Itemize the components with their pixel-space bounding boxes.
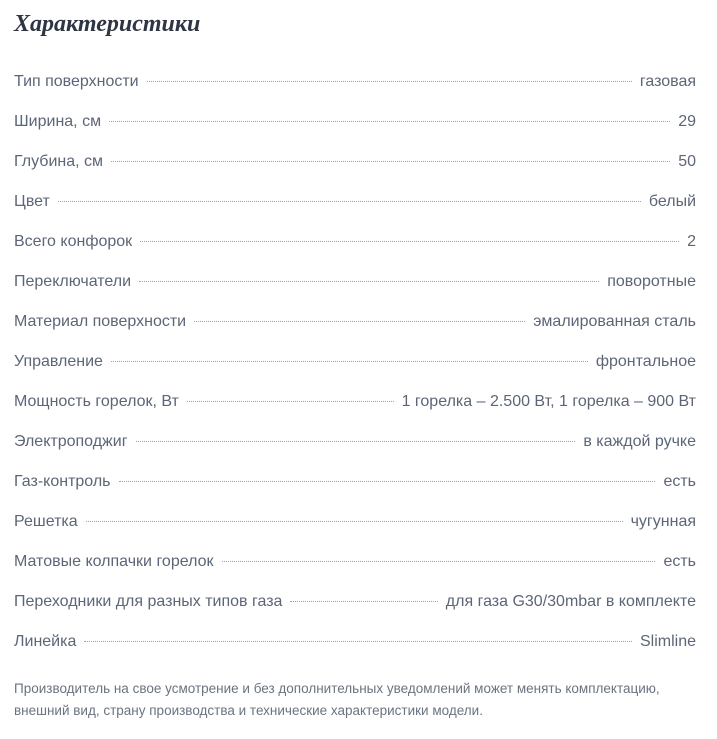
spec-value: в каждой ручке [583, 433, 696, 450]
spec-value: 2 [687, 233, 696, 250]
spec-label: Линейка [14, 633, 77, 650]
spec-value: чугунная [630, 513, 696, 530]
spec-row [14, 142, 696, 182]
dotted-leader [187, 401, 394, 402]
spec-value: фронтальное [595, 353, 696, 370]
spec-row [14, 302, 696, 342]
disclaimer-note: Производитель на свое усмотрение и без дополнительных уведомлений может менять комплектацию, внешний вид, страну производства и технические характеристики модели. [14, 681, 660, 718]
spec-value: 50 [678, 153, 696, 170]
dotted-leader [290, 601, 437, 602]
spec-row [14, 182, 696, 222]
spec-label: Ширина, см [14, 113, 102, 130]
spec-label: Мощность горелок, Вт [14, 393, 179, 410]
spec-value: есть [663, 473, 696, 490]
spec-label: Управление [14, 353, 103, 370]
spec-label: Цвет [14, 193, 50, 210]
spec-label: Всего конфорок [14, 233, 133, 250]
spec-row [14, 342, 696, 382]
dotted-leader [136, 441, 576, 442]
spec-label: Глубина, см [14, 153, 104, 170]
spec-row [14, 382, 696, 422]
dotted-leader [84, 641, 632, 642]
spec-row [14, 222, 696, 262]
spec-row [14, 502, 696, 542]
spec-row [14, 62, 696, 102]
dotted-leader [58, 201, 641, 202]
spec-row [14, 422, 696, 462]
spec-value: 1 горелка – 2.500 Вт, 1 горелка – 900 Вт [401, 393, 696, 410]
spec-row [14, 622, 696, 662]
dotted-leader [139, 281, 599, 282]
spec-label: Тип поверхности [14, 73, 139, 90]
spec-label: Переключатели [14, 273, 132, 290]
dotted-leader [140, 241, 679, 242]
spec-label: Материал поверхности [14, 313, 187, 330]
spec-value: газовая [639, 73, 696, 90]
spec-row [14, 542, 696, 582]
spec-label: Газ-контроль [14, 473, 111, 490]
spec-row [14, 462, 696, 502]
dotted-leader [86, 521, 623, 522]
dotted-leader [109, 121, 670, 122]
spec-label: Матовые колпачки горелок [14, 553, 214, 570]
dotted-leader [194, 321, 525, 322]
spec-row [14, 102, 696, 142]
dotted-leader [222, 561, 656, 562]
spec-label: Решетка [14, 513, 78, 530]
spec-value: 29 [678, 113, 696, 130]
spec-value: есть [663, 553, 696, 570]
dotted-leader [147, 81, 632, 82]
spec-value: белый [648, 193, 696, 210]
spec-label: Электроподжиг [14, 433, 128, 450]
spec-value: Slimline [639, 633, 696, 650]
spec-row [14, 582, 696, 622]
spec-value: поворотные [607, 273, 696, 290]
section-heading: Характеристики [14, 11, 201, 37]
dotted-leader [111, 361, 588, 362]
spec-value: для газа G30/30mbar в комплекте [445, 593, 696, 610]
dotted-leader [119, 481, 656, 482]
spec-list [14, 62, 696, 662]
spec-value: эмалированная сталь [533, 313, 696, 330]
dotted-leader [111, 161, 670, 162]
spec-row [14, 262, 696, 302]
spec-label: Переходники для разных типов газа [14, 593, 283, 610]
